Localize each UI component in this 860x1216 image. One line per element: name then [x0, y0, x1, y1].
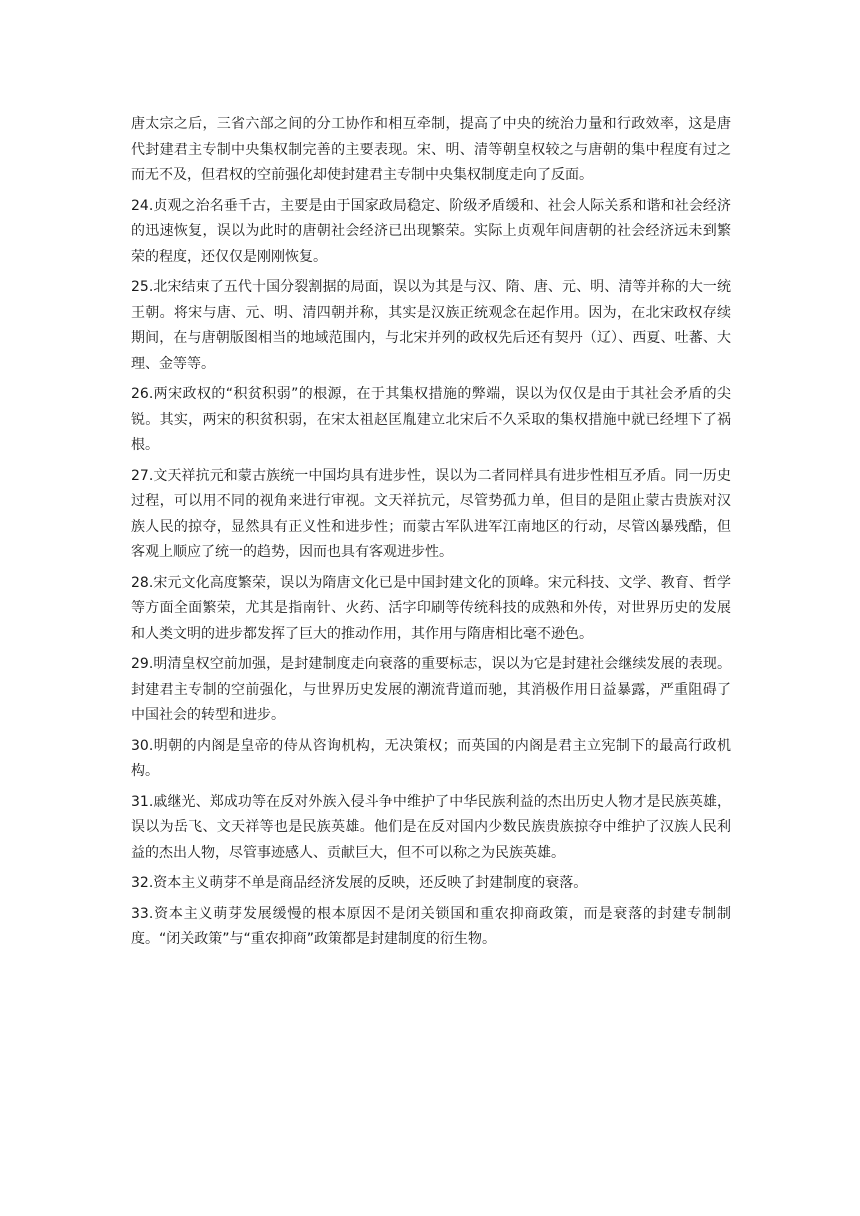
paragraph-32: 32.资本主义萌芽不单是商品经济发展的反映，还反映了封建制度的衰落。 [131, 875, 588, 891]
paragraph-33: 33.资本主义萌芽发展缓慢的根本原因不是闭关锁国和重农抑商政策，而是衰落的封建专制制度。“闭关政策”与“重农抑商”政策都是封建制度的衍生物。 [131, 905, 731, 947]
paragraph-26: 26.两宋政权的“积贫积弱”的根源，在于其集权措施的弊端，误以为仅仅是由于其社会矛盾的尖锐。其实，两宋的积贫积弱，在宋太祖赵匡胤建立北宋后不久采取的集权措施中就已经埋下了祸根。 [131, 386, 731, 453]
paragraph-tang-centralization: 唐太宗之后，三省六部之间的分工协作和相互牵制，提高了中央的统治力量和行政效率，这是唐代封建君主专制中央集权制完善的主要表现。宋、明、清等朝皇权较之与唐朝的集中程度有过之而无不及，但君权的空前强化却使封建君主专制中央集权制度走向了反面。 [131, 116, 731, 183]
document-body [131, 112, 731, 958]
paragraph-29: 29.明清皇权空前加强，是封建制度走向衰落的重要标志，误以为它是封建社会继续发展的表现。封建君主专制的空前强化，与世界历史发展的潮流背道而驰，其消极作用日益暴露，严重阻碍了中国社会的转型和进步。 [131, 656, 731, 723]
paragraph-27: 27.文天祥抗元和蒙古族统一中国均具有进步性，误以为二者同样具有进步性相互矛盾。同一历史过程，可以用不同的视角来进行审视。文天祥抗元，尽管势孤力单，但目的是阻止蒙古贵族对汉族人民的掠夺，显然具有正义性和进步性；而蒙古军队进军江南地区的行动，尽管凶暴残酷，但客观上顺应了统一的趋势，因而也具有客观进步性。 [131, 467, 731, 560]
paragraph-24: 24.贞观之治名垂千古，主要是由于国家政局稳定、阶级矛盾缓和、社会人际关系和谐和社会经济的迅速恢复，误以为此时的唐朝社会经济已出现繁荣。实际上贞观年间唐朝的社会经济远未到繁荣的程度，还仅仅是刚刚恢复。 [131, 197, 731, 265]
paragraph-28: 28.宋元文化高度繁荣，误以为隋唐文化已是中国封建文化的顶峰。宋元科技、文学、教育、哲学等方面全面繁荣，尤其是指南针、火药、活字印刷等传统科技的成熟和外传，对世界历史的发展和人类文明的进步都发挥了巨大的推动作用，其作用与隋唐相比毫不逊色。 [131, 574, 731, 642]
paragraph-31: 31.戚继光、郑成功等在反对外族入侵斗争中维护了中华民族利益的杰出历史人物才是民族英雄，误以为岳飞、文天祥等也是民族英雄。他们是在反对国内少数民族贵族掠夺中维护了汉族人民利益的杰出人物，尽管事迹感人、贡献巨大，但不可以称之为民族英雄。 [131, 793, 731, 861]
paragraph-30: 30.明朝的内阁是皇帝的侍从咨询机构，无决策权；而英国的内阁是君主立宪制下的最高行政机构。 [131, 737, 731, 779]
paragraph-25: 25.北宋结束了五代十国分裂割据的局面，误以为其是与汉、隋、唐、元、明、清等并称的大一统王朝。将宋与唐、元、明、清四朝并称，其实是汉族正统观念在起作用。因为，在北宋政权存续期间，在与唐朝版图相当的地域范围内，与北宋并列的政权先后还有契丹（辽）、西夏、吐蕃、大理、金等等。 [131, 279, 731, 372]
